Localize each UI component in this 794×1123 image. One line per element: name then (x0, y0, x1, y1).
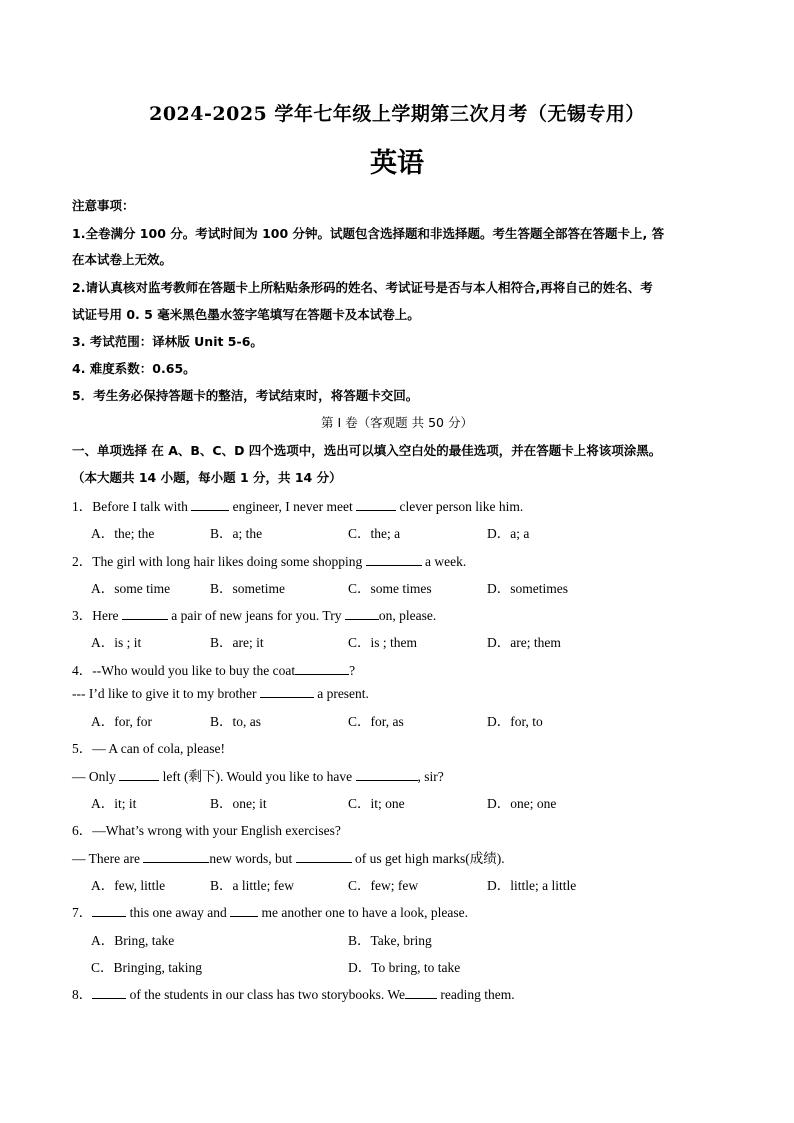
q5-option-b: B．one; it (210, 796, 267, 811)
answer-blank (405, 986, 437, 999)
q7-option-b: B．Take, bring (348, 933, 432, 948)
answer-blank (119, 768, 159, 781)
answer-blank (356, 498, 396, 511)
q6-option-a: A．few, little (91, 878, 166, 893)
question-number: 4． (72, 663, 93, 678)
exam-title: 2024-2025 学年七年级上学期第三次月考（无锡专用） (149, 103, 645, 125)
note-2-line-1: 2.请认真核对监考教师在答题卡上所粘贴条形码的姓名、考试证号是否与本人相符合,再将自己的姓名、考 (72, 280, 653, 295)
answer-blank (345, 607, 379, 620)
note-1-line-1: 1.全卷满分 100 分。考试时间为 100 分钟。试题包含选择题和非选择题。考生答题全部答在答题卡上, 答 (72, 226, 665, 241)
answer-blank (92, 904, 126, 917)
q2-option-a: A．some time (91, 581, 171, 596)
q4-option-d: D．for, to (487, 714, 543, 729)
question-number: 7． (72, 905, 93, 920)
q3-option-c: C．is ; them (348, 635, 418, 650)
question-number: 1． (72, 499, 93, 514)
q7-option-d: D．To bring, to take (348, 960, 461, 975)
answer-blank (191, 498, 229, 511)
q5-option-a: A．it; it (91, 796, 137, 811)
question-number: 2． (72, 554, 93, 569)
subject-title: 英语 (370, 148, 424, 179)
part-title: 第 I 卷（客观题 共 50 分） (321, 415, 473, 430)
answer-blank (260, 685, 314, 698)
answer-blank (295, 662, 349, 675)
q6-option-c: C．few; few (348, 878, 419, 893)
question-5-line-2: — Only left (剩下). Would you like to have , sir? (72, 769, 444, 784)
q1-option-c: C．the; a (348, 526, 401, 541)
q3-option-d: D．are; them (487, 635, 561, 650)
answer-blank (230, 904, 258, 917)
answer-blank (366, 553, 422, 566)
note-2-line-2: 试证号用 0. 5 毫米黑色墨水签字笔填写在答题卡及本试卷上。 (72, 307, 420, 322)
q1-option-d: D．a; a (487, 526, 530, 541)
question-6: 6．—What’s wrong with your English exercises? (72, 823, 341, 838)
question-8: 8． of the students in our class has two storybooks. We reading them. (72, 987, 515, 1002)
note-1-line-2: 在本试卷上无效。 (72, 252, 173, 267)
q2-option-d: D．sometimes (487, 581, 568, 596)
question-4: 4．--Who would you like to buy the coat ? (72, 663, 356, 678)
question-number: 5． (72, 741, 93, 756)
question-3: 3．Here a pair of new jeans for you. Try on, please. (72, 608, 437, 623)
answer-blank (356, 768, 418, 781)
q1-option-b: B．a; the (210, 526, 263, 541)
note-5: 5．考生务必保持答题卡的整洁，考试结束时，将答题卡交回。 (72, 388, 419, 403)
note-3: 3. 考试范围：译林版 Unit 5-6。 (72, 334, 263, 349)
answer-blank (296, 850, 352, 863)
q5-option-c: C．it; one (348, 796, 405, 811)
q2-option-b: B．sometime (210, 581, 285, 596)
q7-option-c: C．Bringing, taking (91, 960, 202, 975)
question-6-line-2: — There are new words, but of us get high marks(成绩). (72, 851, 505, 866)
question-7: 7． this one away and me another one to have a look, please. (72, 905, 469, 920)
answer-blank (122, 607, 168, 620)
q1-option-a: A．the; the (91, 526, 155, 541)
question-5: 5．— A can of cola, please! (72, 741, 225, 756)
q6-option-d: D．little; a little (487, 878, 577, 893)
section-scoring: （本大题共 14 小题，每小题 1 分，共 14 分） (72, 470, 342, 485)
note-4: 4. 难度系数：0.65。 (72, 361, 196, 376)
q3-option-a: A．is ; it (91, 635, 142, 650)
notes-heading: 注意事项： (72, 198, 135, 213)
q4-option-b: B．to, as (210, 714, 262, 729)
q4-option-a: A．for, for (91, 714, 152, 729)
question-number: 3． (72, 608, 93, 623)
q5-option-d: D．one; one (487, 796, 557, 811)
question-4-line-2: --- I’d like to give it to my brother a present. (72, 686, 369, 701)
question-number: 8． (72, 987, 93, 1002)
answer-blank (143, 850, 209, 863)
answer-blank (92, 986, 126, 999)
q3-option-b: B．are; it (210, 635, 264, 650)
section-instruction: 一、单项选择 在 A、B、C、D 四个选项中，选出可以填入空白处的最佳选项，并在答题卡上将该项涂黑。 (72, 443, 662, 458)
question-2: 2．The girl with long hair likes doing some shopping a week. (72, 554, 467, 569)
q2-option-c: C．some times (348, 581, 432, 596)
question-number: 6． (72, 823, 93, 838)
q4-option-c: C．for, as (348, 714, 404, 729)
question-1: 1．Before I talk with engineer, I never meet clever person like him. (72, 499, 524, 514)
q6-option-b: B．a little; few (210, 878, 294, 893)
q7-option-a: A．Bring, take (91, 933, 175, 948)
